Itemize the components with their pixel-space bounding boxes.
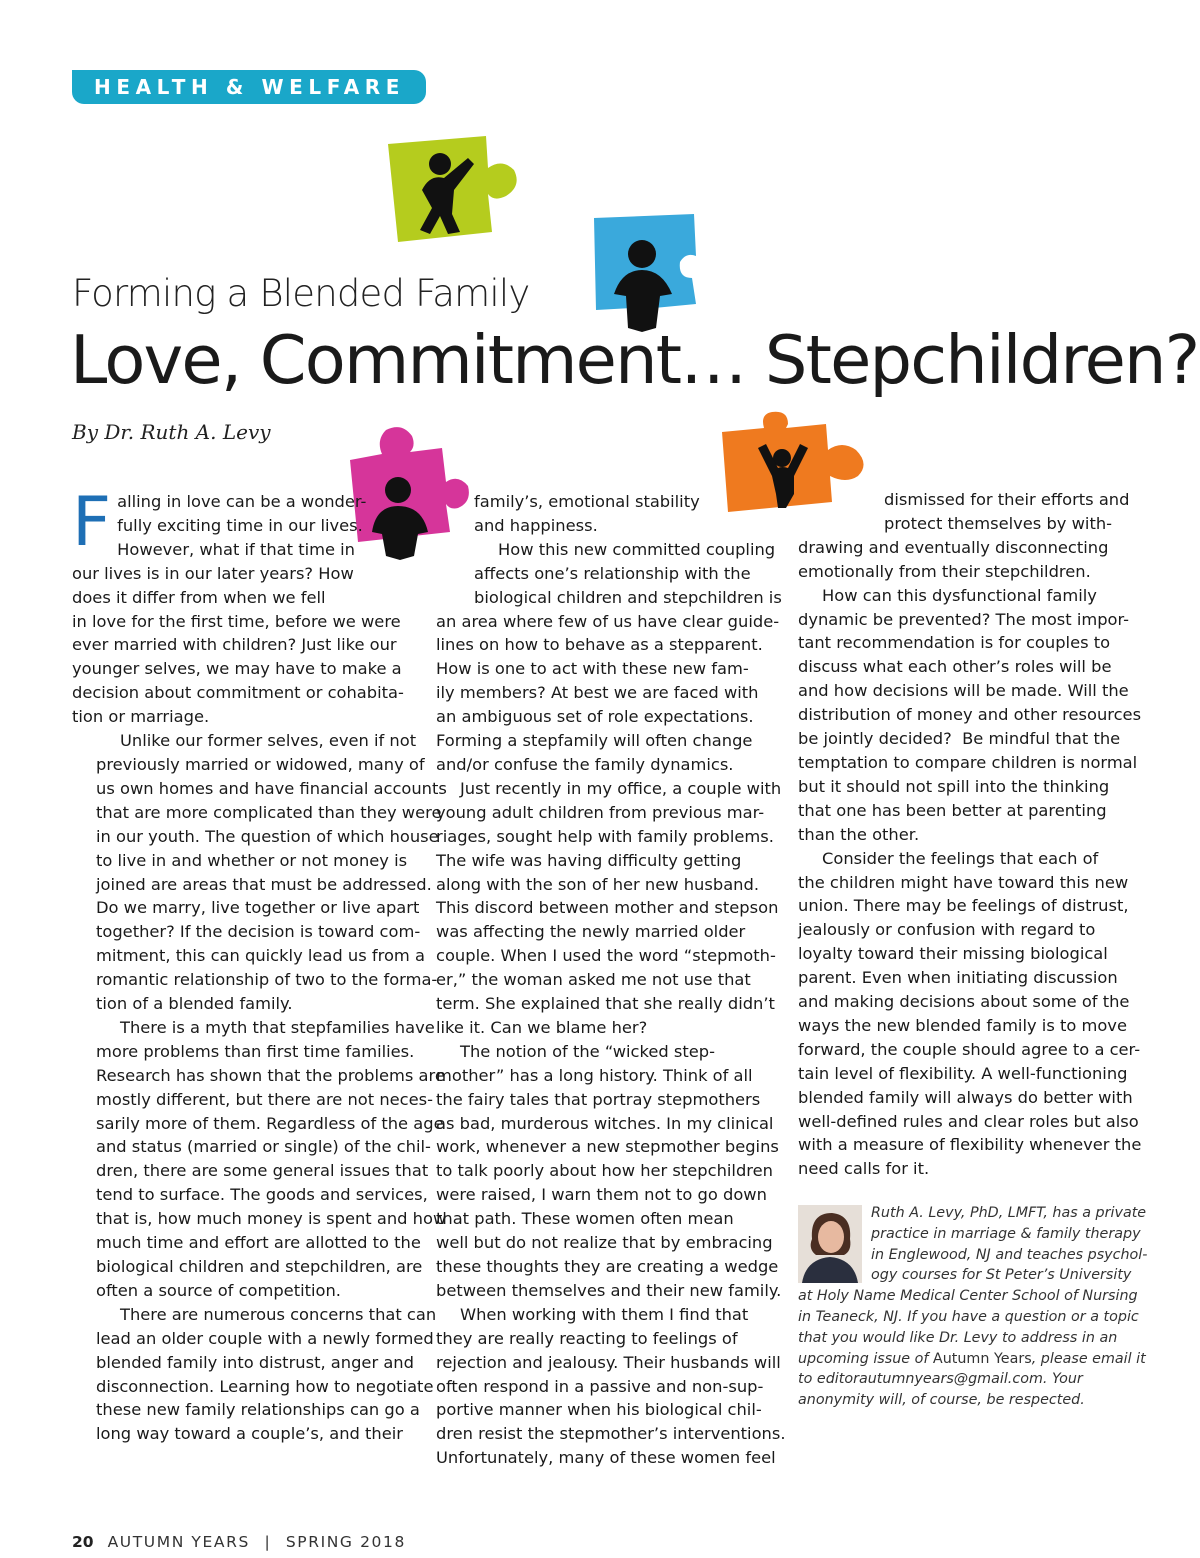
text-line: tion or marriage. [72,707,210,727]
text-line: ever married with children? Just like our [72,635,397,655]
text-line: that is, how much money is spent and how [96,1209,447,1229]
bio-line: that you would like Dr. Levy to address in an [798,1329,1118,1346]
text-line: er,” the woman asked me not use that [436,970,751,990]
footer-issue: SPRING 2018 [285,1533,406,1551]
paragraph [72,729,447,1016]
text-line: This discord between mother and stepson [436,898,779,918]
puzzle-piece-green-icon [382,128,532,248]
page-footer [72,1533,406,1551]
text-line: Unlike our former selves, even if not [120,731,417,751]
text-line: dren resist the stepmother’s interventions. [436,1424,786,1444]
bio-line: in Teaneck, NJ. If you have a question or a topic [798,1308,1139,1325]
text-line: Consider the feelings that each of [822,848,1099,868]
text-line: sarily more of them. Regardless of the age [96,1113,444,1133]
page-number: 20 [72,1533,94,1551]
text-line: dismissed for their efforts and [884,490,1130,509]
text-line: tend to surface. The goods and services, [96,1185,428,1205]
footer-separator: | [264,1533,272,1551]
text-line: and happiness. [474,515,598,535]
text-line: and how decisions will be made. Will the [798,681,1129,701]
text-line: our lives is in our later years? How [72,563,354,583]
text-line: as bad, murderous witches. In my clinical [436,1113,774,1133]
text-line: The notion of the “wicked step- [460,1041,715,1061]
text-line: ways the new blended family is to move [798,1015,1127,1035]
text-line: young adult children from previous mar- [436,802,765,822]
article-column-1 [72,483,447,1446]
section-badge: HEALTH & WELFARE [72,70,426,104]
text-line: alling in love can be a wonder- [117,492,367,511]
paragraph [436,1040,782,1303]
text-line: emotionally from their stepchildren. [798,561,1091,581]
text-line: decision about commitment or cohabita- [72,683,404,703]
paragraph [72,1016,447,1303]
magazine-name: Autumn Years [932,1350,1032,1367]
text-line: does it differ from when we fell [72,587,326,607]
text-line: However, what if that time in [117,539,355,559]
text-line: Forming a stepfamily will often change [436,731,753,751]
article-column-2 [436,490,786,1470]
text-line: well-defined rules and clear roles but also [798,1111,1139,1131]
text-line: to live in and whether or not money is [96,850,408,870]
text-line: Research has shown that the problems are [96,1065,445,1085]
text-line: an ambiguous set of role expectations. [436,707,754,727]
text-line: that are more complicated than they were [96,802,442,822]
text-line: parent. Even when initiating discussion [798,968,1118,988]
text-line: distribution of money and other resources [798,705,1142,725]
text-line: lead an older couple with a newly formed [96,1328,434,1348]
text-line: they are really reacting to feelings of [436,1328,738,1348]
bio-line: at Holy Name Medical Center School of Nursing [798,1288,1138,1305]
bio-line [798,1349,1146,1370]
text-line: There are numerous concerns that can [120,1304,437,1324]
text-line: romantic relationship of two to the forma- [96,970,438,990]
text-line: and status (married or single) of the chil- [96,1137,431,1157]
paragraph [436,490,776,538]
text-line: along with the son of her new husband. [436,874,760,894]
text-line: more problems than first time families. [96,1041,415,1061]
text-line: the fairy tales that portray stepmothers [436,1089,761,1109]
article-subtitle: Forming a Blended Family [72,272,530,315]
text-line: work, whenever a new stepmother begins [436,1137,779,1157]
text-line: dren, there are some general issues that [96,1161,429,1181]
paragraph [436,1303,786,1470]
text-line: often respond in a passive and non-sup- [436,1376,764,1396]
paragraph [436,538,782,777]
text-line: mostly different, but there are not neces- [96,1089,433,1109]
text-line: that one has been better at parenting [798,800,1107,820]
article-column-3 [798,488,1142,1181]
text-line: couple. When I used the word “stepmoth- [436,946,776,966]
text-line: drawing and eventually disconnecting [798,537,1109,557]
text-line: was affecting the newly married older [436,922,746,942]
bio-text: , please email it [1031,1350,1146,1367]
text-line: disconnection. Learning how to negotiate [96,1376,434,1396]
paragraph [798,488,1138,584]
text-line: between themselves and their new family. [436,1280,782,1300]
paragraph [798,847,1142,1182]
text-line: jealously or confusion with regard to [798,920,1096,940]
bio-line: anonymity will, of course, be respected. [798,1392,1085,1409]
text-line: How can this dysfunctional family [822,585,1097,605]
text-line: tain level of flexibility. A well-functioning [798,1063,1128,1083]
text-line: term. She explained that she really didn’t [436,994,775,1014]
author-bio [798,1203,1148,1411]
text-line: were raised, I warn them not to go down [436,1185,767,1205]
text-line: protect themselves by with- [884,513,1113,533]
text-line: to talk poorly about how her stepchildren [436,1161,773,1181]
byline: By Dr. Ruth A. Levy [72,420,271,444]
text-line: The wife was having difficulty getting [436,850,742,870]
text-line: Just recently in my office, a couple with [460,778,782,798]
text-line: lines on how to behave as a stepparent. [436,635,763,655]
text-line: union. There may be feelings of distrust, [798,896,1129,916]
text-line: much time and effort are allotted to the [96,1233,421,1253]
text-line: joined are areas that must be addressed. [96,874,432,894]
text-line: and making decisions about some of the [798,992,1130,1012]
text-line: previously married or widowed, many of [96,754,425,774]
text-line: How this new committed coupling [498,539,776,559]
text-line: with a measure of flexibility whenever the [798,1135,1142,1155]
text-line: together? If the decision is toward com- [96,922,421,942]
paragraph [798,584,1142,847]
text-line: mitment, this can quickly lead us from a [96,946,425,966]
drop-cap: F [72,483,112,562]
text-line: When working with them I find that [460,1304,749,1324]
bio-line: in Englewood, NJ and teaches psychol- [871,1246,1148,1263]
text-line: long way toward a couple’s, and their [96,1424,403,1444]
text-line: discuss what each other’s roles will be [798,657,1112,677]
text-line: these new family relationships can go a [96,1400,420,1420]
text-line: There is a myth that stepfamilies have [120,1017,435,1037]
text-line: family’s, emotional stability [474,492,700,511]
text-line: blended family will always do better with [798,1087,1133,1107]
text-line: younger selves, we may have to make a [72,659,402,679]
text-line: dynamic be prevented? The most impor- [798,609,1130,629]
text-line: us own homes and have financial accounts [96,778,447,798]
text-line: biological children and stepchildren, are [96,1257,423,1276]
text-line: like it. Can we blame her? [436,1017,648,1037]
text-line: but it should not spill into the thinking [798,776,1110,796]
bio-line: practice in marriage & family therapy [871,1225,1141,1242]
text-line: biological children and stepchildren is [474,587,782,607]
text-line: be jointly decided? Be mindful that the [798,729,1121,749]
text-line: an area where few of us have clear guide- [436,611,780,631]
bio-line: Ruth A. Levy, PhD, LMFT, has a private [871,1205,1147,1221]
text-line: rejection and jealousy. Their husbands will [436,1352,781,1372]
bio-text: upcoming issue of [798,1350,933,1367]
bio-line: to editorautumnyears@gmail.com. Your [798,1371,1083,1388]
footer-magazine: AUTUMN YEARS [107,1533,250,1551]
text-line: mother” has a long history. Think of all [436,1065,753,1085]
text-line: than the other. [798,824,920,844]
paragraph [72,1303,437,1446]
text-line: tant recommendation is for couples to [798,633,1111,653]
text-line: riages, sought help with family problems. [436,826,774,846]
text-line: in love for the first time, before we were [72,611,401,631]
text-line: portive manner when his biological chil- [436,1400,762,1420]
text-line: well but do not realize that by embracing [436,1233,773,1253]
text-line: often a source of competition. [96,1280,341,1300]
text-line: How is one to act with these new fam- [436,659,749,679]
article-title: Love, Commitment… Stepchildren? [70,321,1199,399]
text-line: and/or confuse the family dynamics. [436,754,734,774]
text-line: Unfortunately, many of these women feel [436,1448,776,1468]
text-line: that path. These women often mean [436,1209,734,1229]
text-line: the children might have toward this new [798,872,1129,892]
text-line: ily members? At best we are faced with [436,683,759,703]
text-line: temptation to compare children is normal [798,752,1138,772]
text-line: affects one’s relationship with the [474,563,751,583]
text-line: loyalty toward their missing biological [798,944,1108,964]
paragraph [436,777,782,1040]
bio-line: ogy courses for St Peter’s University [871,1267,1132,1284]
text-line: Do we marry, live together or live apart [96,898,420,918]
text-line: tion of a blended family. [96,994,293,1014]
text-line: these thoughts they are creating a wedge [436,1257,779,1276]
text-line: forward, the couple should agree to a cer- [798,1039,1141,1059]
paragraph [72,483,417,729]
text-line: fully exciting time in our lives. [117,515,363,535]
text-line: in our youth. The question of which house [96,826,439,846]
text-line: need calls for it. [798,1159,930,1179]
text-line: blended family into distrust, anger and [96,1352,414,1372]
